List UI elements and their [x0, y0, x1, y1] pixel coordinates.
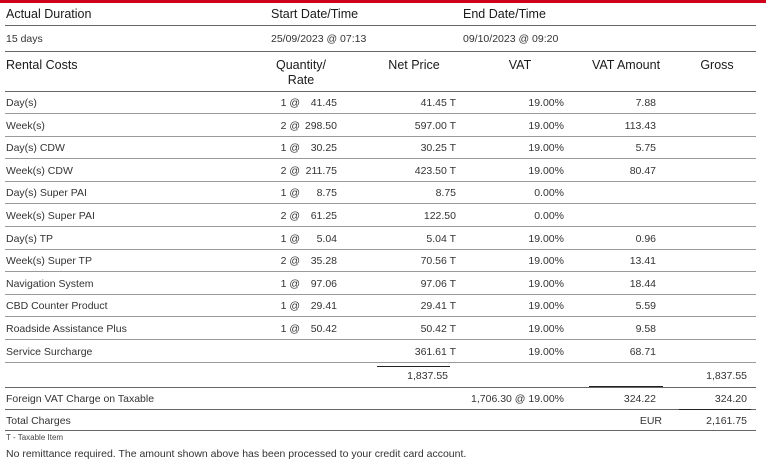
row-rate: 29.41 [310, 300, 337, 313]
duration-divider [5, 51, 756, 52]
row-vat-amount: 13.41 [629, 255, 656, 268]
row-quantity: 1 @ [280, 277, 300, 290]
row-item-name: Service Surcharge [6, 345, 93, 358]
brand-accent-bar [0, 0, 766, 3]
row-rate: 8.75 [316, 187, 337, 200]
row-divider [5, 226, 756, 227]
row-item-name: Day(s) [6, 97, 37, 109]
row-quantity: 1 @ [280, 187, 300, 200]
row-item-name: Day(s) CDW [6, 142, 65, 155]
total-divider [5, 430, 756, 431]
foreign-vat-amount: 324.22 [623, 393, 656, 405]
row-rate: 211.75 [305, 164, 337, 177]
row-item-name: Week(s) Super PAI [6, 210, 95, 222]
row-quantity: 1 @ [280, 232, 300, 245]
row-net-price: 5.04 T [426, 232, 456, 245]
row-vat-rate: 19.00% [528, 119, 564, 132]
row-rate: 61.25 [310, 210, 337, 222]
row-quantity: 1 @ [280, 300, 300, 313]
row-item-name: Week(s) Super TP [6, 255, 92, 268]
column-header-quantity-rate [262, 58, 340, 88]
row-vat-rate: 0.00% [534, 210, 564, 222]
row-vat-amount: 5.59 [635, 300, 656, 313]
row-net-price: 122.50 [423, 210, 456, 222]
row-vat-amount: 68.71 [629, 345, 656, 358]
row-net-price: 41.45 T [420, 97, 456, 109]
gross-subtotal: 1,837.55 [706, 370, 747, 382]
foreign-vat-label: Foreign VAT Charge on Taxable [6, 393, 155, 405]
row-rate: 30.25 [310, 142, 337, 155]
total-currency: EUR [639, 415, 662, 427]
row-vat-rate: 19.00% [528, 142, 564, 155]
taxable-item-footnote: T - Taxable Item [6, 433, 64, 442]
column-header-net-price: Net Price [388, 58, 440, 72]
row-vat-rate: 19.00% [528, 323, 564, 335]
row-item-name: CBD Counter Product [6, 300, 108, 313]
row-item-name: Navigation System [6, 277, 94, 290]
foreign-vat-divider [5, 409, 756, 410]
row-net-price: 70.56 T [420, 255, 456, 268]
column-header-vat-amount: VAT Amount [591, 58, 661, 72]
row-rate: 50.42 [310, 323, 337, 335]
row-item-name: Day(s) Super PAI [6, 187, 87, 200]
row-vat-amount: 113.43 [624, 119, 656, 132]
row-vat-amount: 7.88 [635, 97, 656, 109]
row-net-price: 423.50 T [414, 164, 456, 177]
row-quantity: 1 @ [280, 142, 300, 155]
row-vat-rate: 19.00% [528, 232, 564, 245]
row-quantity: 2 @ [280, 255, 300, 268]
row-divider [5, 294, 756, 295]
row-divider [5, 249, 756, 250]
row-rate: 298.50 [304, 119, 337, 132]
row-quantity: 2 @ [280, 119, 300, 132]
actual-duration-label: Actual Duration [6, 7, 92, 21]
row-net-price: 50.42 T [420, 323, 456, 335]
row-net-price: 97.06 T [420, 277, 456, 290]
columns-divider [5, 91, 756, 92]
gross-total-rule [679, 409, 751, 410]
row-rate: 41.45 [310, 97, 337, 109]
header-divider [5, 25, 756, 26]
row-vat-rate: 19.00% [528, 345, 564, 358]
row-item-name: Day(s) TP [6, 232, 54, 245]
total-charges-value: 2,161.75 [706, 415, 747, 427]
row-divider [5, 136, 756, 137]
net-subtotal-rule [377, 366, 450, 367]
row-vat-amount: 0.96 [635, 232, 656, 245]
start-datetime-value: 25/09/2023 @ 07:13 [271, 33, 367, 45]
row-divider [5, 362, 756, 363]
end-datetime-label: End Date/Time [463, 7, 546, 21]
row-divider [5, 339, 756, 340]
row-net-price: 361.61 T [414, 345, 456, 358]
row-item-name: Week(s) CDW [6, 164, 73, 177]
row-divider [5, 158, 756, 159]
row-net-price: 597.00 T [414, 119, 456, 132]
row-divider [5, 271, 756, 272]
row-quantity: 2 @ [280, 164, 300, 177]
row-net-price: 29.41 T [420, 300, 456, 313]
row-divider [5, 181, 756, 182]
row-divider [5, 203, 756, 204]
row-vat-rate: 19.00% [528, 277, 564, 290]
net-subtotal: 1,837.55 [407, 370, 448, 382]
row-item-name: Week(s) [6, 119, 45, 132]
row-vat-amount: 80.47 [629, 164, 656, 177]
row-vat-rate: 19.00% [528, 300, 564, 313]
row-vat-rate: 0.00% [534, 187, 564, 200]
row-net-price: 30.25 T [420, 142, 456, 155]
actual-duration-value: 15 days [6, 33, 43, 45]
foreign-vat-gross: 324.20 [714, 393, 747, 405]
row-divider [5, 113, 756, 114]
row-vat-amount: 5.75 [635, 142, 656, 155]
column-header-rate: Rate [287, 73, 315, 87]
row-vat-rate: 19.00% [528, 255, 564, 268]
row-item-name: Roadside Assistance Plus [6, 323, 127, 335]
row-divider [5, 316, 756, 317]
row-vat-rate: 19.00% [528, 97, 564, 109]
column-header-gross: Gross [700, 58, 734, 72]
row-rate: 97.06 [310, 277, 337, 290]
start-datetime-label: Start Date/Time [271, 7, 359, 21]
row-net-price: 8.75 [435, 187, 456, 200]
subtotal-divider [5, 387, 756, 388]
row-quantity: 1 @ [280, 97, 300, 109]
row-vat-amount: 18.44 [629, 277, 656, 290]
row-vat-rate: 19.00% [528, 164, 564, 177]
vat-amount-rule [589, 386, 663, 387]
column-header-quantity: Quantity/ [275, 58, 327, 72]
row-quantity: 1 @ [280, 323, 300, 335]
foreign-vat-basis: 1,706.30 @ 19.00% [471, 393, 564, 405]
remittance-note: No remittance required. The amount shown above has been processed to your credit card account. [6, 448, 467, 460]
row-quantity: 2 @ [280, 210, 300, 222]
column-header-rental-costs: Rental Costs [6, 58, 78, 72]
row-rate: 5.04 [316, 232, 337, 245]
row-rate: 35.28 [310, 255, 337, 268]
total-charges-label: Total Charges [6, 415, 71, 427]
end-datetime-value: 09/10/2023 @ 09:20 [463, 33, 559, 45]
column-header-vat: VAT [508, 58, 532, 72]
row-vat-amount: 9.58 [635, 323, 656, 335]
